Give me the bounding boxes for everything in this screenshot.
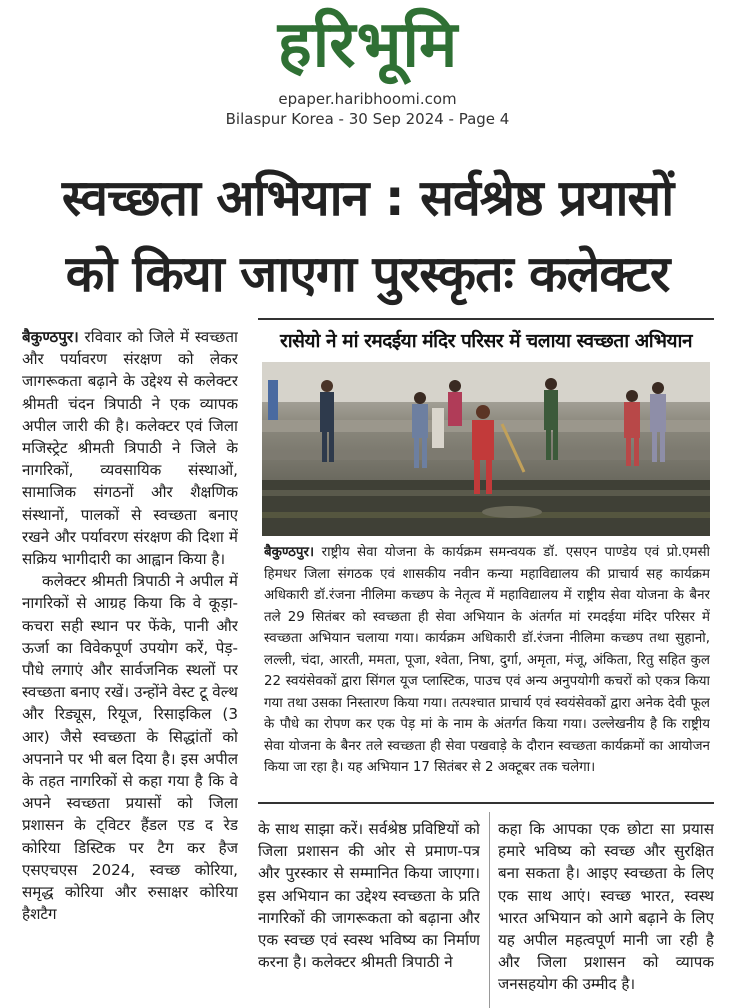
headline-line-2: को किया जाएगा पुरस्कृतः कलेक्टर	[65, 245, 670, 303]
masthead	[0, 0, 735, 140]
box-dateline: बैकुण्ठपुर।	[264, 545, 315, 560]
article-mid-text: के साथ साझा करें। सर्वश्रेष्ठ प्रविष्टियों को जिला प्रशासन की ओर से प्रमाण-पत्र और पुरस्कार से सम्मानित किया जाएगा। इस अभियान का उद्देश्य स्वच्छता के प्रति नागरिकों की जागरूकता को बढ़ाना और एक स्वच्छ एवं स्वस्थ भविष्य का निर्माण करना है। कलेक्टर श्रीमती त्रिपाठी ने	[258, 820, 480, 972]
cleanup-photo	[262, 362, 710, 536]
article-paragraph-2: कलेक्टर श्रीमती त्रिपाठी ने अपील में नागरिकों से आग्रह किया कि वे कूड़ा-कचरा सही स्थान पर फेंके, पानी और ऊर्जा का विवेकपूर्ण उपयोग करें, पेड़-पौधे लगाएं और सार्वजनिक स्थलों पर स्वच्छता बनाए रखें। उन्होंने वेस्ट टू वेल्थ और रिड्यूस, रियूज, रिसाइकिल (3 आर) जैसे स्वच्छता के सिद्धांतों को अपनाने पर भी बल दिया है। इस अपील के तहत नागरिकों से कहा गया है कि वे अपने स्वच्छता प्रयासों को जिला प्रशासन के ट्विटर हैंडल एड द रेड कोरिया डिस्टिक पर टैग कर हैज एसएचएस 2024, स्वच्छ कोरिया, समृद्ध कोरिया और रुसाक्षर कोरिया हैशटैग	[22, 572, 238, 924]
box-text: राष्ट्रीय सेवा योजना के कार्यक्रम समन्वयक डॉ. एसएन पाण्डेय एवं प्रो.एमसी हिमधर जिला संगठक एवं शासकीय नवीन कन्या महाविद्यालय की प्राचार्य सह कार्यक्रम अधिकारी डॉ.रंजना नीलिमा कच्छप के नेतृत्व में महाविद्यालय में राष्ट्रीय सेवा योजना के बैनर तले 29 सितंबर को स्वच्छता ही सेवा अभियान के अंतर्गत मां रमदईया मंदिर परिसर में स्वच्छता अभियान चलाया गया। कार्यक्रम अधिकारी डॉ.रंजना नीलिमा कच्छप तथा सुहानो, लल्ली, चंदा, आरती, ममता, पूजा, श्वेता, निषा, दुर्गा, अमृता, मंजू, अंकिता, रितु सहित कुल 22 स्वयंसेवकों द्वारा सिंगल यूज प्लास्टिक, पाउच एवं अन्य अनुपयोगी कचरों को एकत्र किया गया तथा उसका निस्तारण किया गया। तत्पश्चात प्राचार्य एवं स्वयंसेवकों द्वारा अनेक देवी फूल के पौधे का रोपण कर एक पेड़ मां के नाम के अंतर्गत किया गया। उल्लेखनीय है कि राष्ट्रीय सेवा योजना के बैनर तले स्वच्छता ही सेवा पखवाड़े के दौरान स्वच्छता कार्यक्रमों का आयोजन किया जा रहा है। यह अभियान 17 सितंबर से 2 अक्टूबर तक चलेगा।	[264, 545, 710, 775]
box-body	[264, 542, 710, 802]
article-left-column	[22, 326, 238, 1008]
box-paragraph	[264, 542, 710, 779]
site-url[interactable]: epaper.haribhoomi.com	[278, 90, 457, 108]
logo-text: हरिभूमि	[277, 8, 459, 82]
edition-info: Bilaspur Korea - 30 Sep 2024 - Page 4	[225, 110, 510, 128]
haribhoomi-logo[interactable]	[222, 4, 514, 86]
column-divider	[489, 812, 490, 1008]
article-right-text: कहा कि आपका एक छोटा सा प्रयास हमारे भविष्य को स्वच्छ और सुरक्षित बना सकता है। आइए स्वच्छता के लिए एक साथ आएं। स्वच्छ भारत, स्वस्थ भारत अभियान को आगे बढ़ाने के लिए यह अपील महत्वपूर्ण मानी जा रही है और जिला प्रशासन को व्यापक जनसहयोग की उम्मीद है।	[498, 820, 714, 994]
main-headline	[0, 160, 735, 312]
nss-story-box	[258, 318, 714, 804]
photo-illustration	[262, 362, 710, 536]
article-right-column	[498, 818, 714, 1008]
article-dateline: बैकुण्ठपुर।	[22, 328, 79, 346]
box-headline: रासेयो ने मां रमदईया मंदिर परिसर में चलाया स्वच्छता अभियान	[279, 330, 693, 352]
headline-line-1: स्वच्छता अभियान : सर्वश्रेष्ठ प्रयासों	[61, 169, 674, 227]
article-paragraph-1	[22, 326, 238, 570]
article-p1-text: रविवार को जिले में स्वच्छता और पर्यावरण संरक्षण को लेकर जागरूकता बढ़ाने के उद्देश्य से कलेक्टर श्रीमती चंदन त्रिपाठी ने एक व्यापक अपील जारी की है। कलेक्टर एवं जिला मजिस्ट्रेट श्रीमती त्रिपाठी ने जिले के नागरिकों, व्यवसायिक संस्थाओं, सामाजिक संगठनों और शैक्षणिक संस्थानों, पालकों से स्वच्छता बनाए रखने और पर्यावरण संरक्षण की दिशा में सक्रिय भागीदारी का आह्वान किया है।	[22, 328, 238, 569]
article-middle-column	[258, 818, 480, 1008]
